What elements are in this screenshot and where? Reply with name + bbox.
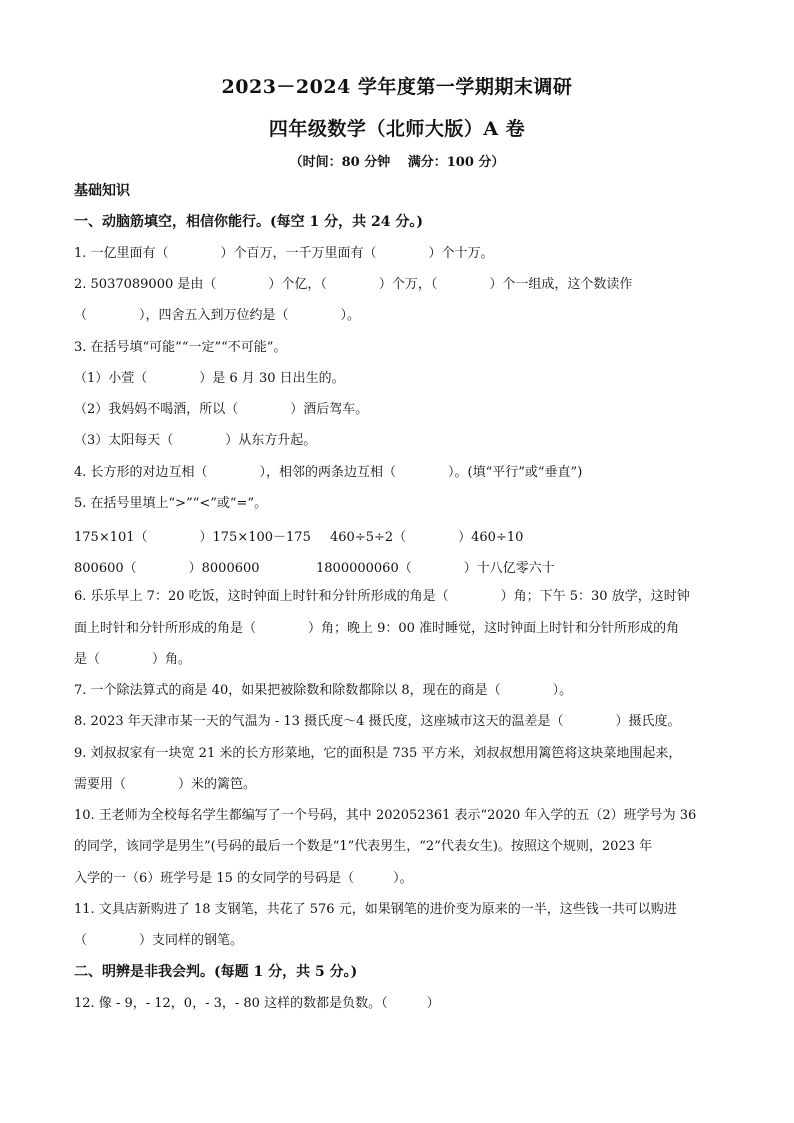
question-12: 12. 像 - 9，- 12，0，- 3，- 80 这样的数都是负数。（ ） [74, 996, 440, 1011]
question-2-line2: （ ），四舍五入到万位约是（ ）。 [74, 308, 361, 323]
section-part2-heading: 二、明辨是非我会判。(每题 1 分，共 5 分。) [74, 964, 358, 980]
question-4: 4. 长方形的对边互相（ ），相邻的两条边互相（ ）。(填“平行”或“垂直”) [74, 465, 583, 480]
question-1: 1. 一亿里面有（ ）个百万，一千万里面有（ ）个十万。 [74, 246, 494, 261]
section-part1-heading: 一、动脑筋填空，相信你能行。(每空 1 分，共 24 分。) [74, 214, 423, 230]
question-3: 3. 在括号填“可能”“一定”“不可能”。 [74, 340, 287, 355]
question-7: 7. 一个除法算式的商是 40，如果把被除数和除数都除以 8，现在的商是（ ）。 [74, 683, 573, 698]
question-8: 8. 2023 年天津市某一天的气温为 - 13 摄氏度～4 摄氏度，这座城市这天的温差是（ ）摄氏度。 [74, 714, 681, 729]
question-6-line3: 是（ ）角。 [74, 652, 192, 667]
question-3-1: （1）小萱（ ）是 6 月 30 日出生的。 [74, 371, 345, 386]
question-6-line1: 6. 乐乐早上 7：20 吃饭，这时钟面上时针和分针所形成的角是（ ）角；下午 5：30 放学，这时钟 [74, 589, 690, 604]
question-5-b: 460÷5÷2（ ）460÷10 [330, 530, 524, 545]
section-basics: 基础知识 [74, 183, 130, 199]
question-11-line2: （ ）支同样的钢笔。 [74, 933, 244, 948]
question-6-line2: 面上时针和分针所形成的角是（ ）角；晚上 9：00 准时睡觉，这时钟面上时针和分针所形成的角 [74, 621, 680, 636]
question-9-line2: 需要用（ ）米的篱笆。 [74, 777, 257, 792]
question-9-line1: 9. 刘叔叔家有一块宽 21 米的长方形菜地，它的面积是 735 平方米，刘叔叔想用篱笆将这块菜地围起来， [74, 746, 682, 761]
question-5-a: 175×101（ ）175×100－175 [74, 530, 311, 545]
question-10-line2: 的同学，该同学是男生”(号码的最后一个数是“1”代表男生，“2”代表女生)。按照这个规则，2023 年 [74, 839, 653, 854]
question-5: 5. 在括号里填上“>”“<”或“=”。 [74, 496, 268, 511]
question-10-line1: 10. 王老师为全校每名学生都编写了一个号码，其中 202052361 表示“2020 年入学的五（2）班学号为 36 [74, 808, 697, 823]
exam-title: 2023－2024 学年度第一学期期末调研 [221, 76, 573, 98]
question-10-line3: 入学的一（6）班学号是 15 的女同学的号码是（ ）。 [74, 871, 413, 886]
exam-subtitle: 四年级数学（北师大版）A 卷 [268, 118, 526, 140]
question-3-2: （2）我妈妈不喝酒，所以（ ）酒后驾车。 [74, 402, 369, 417]
exam-time-info: （时间：80 分钟 满分：100 分） [289, 155, 505, 170]
question-11-line1: 11. 文具店新购进了 18 支钢笔，共花了 576 元，如果钢笔的进价变为原来的一半，这些钱一共可以购进 [74, 902, 677, 917]
question-5-d: 1800000060（ ）十八亿零六十 [316, 561, 555, 576]
question-5-c: 800600（ ）8000600 [74, 561, 260, 576]
question-3-3: （3）太阳每天（ ）从东方升起。 [74, 433, 317, 448]
question-2-line1: 2. 5037089000 是由（ ）个亿，（ ）个万，（ ）个一组成，这个数读作 [74, 277, 633, 292]
